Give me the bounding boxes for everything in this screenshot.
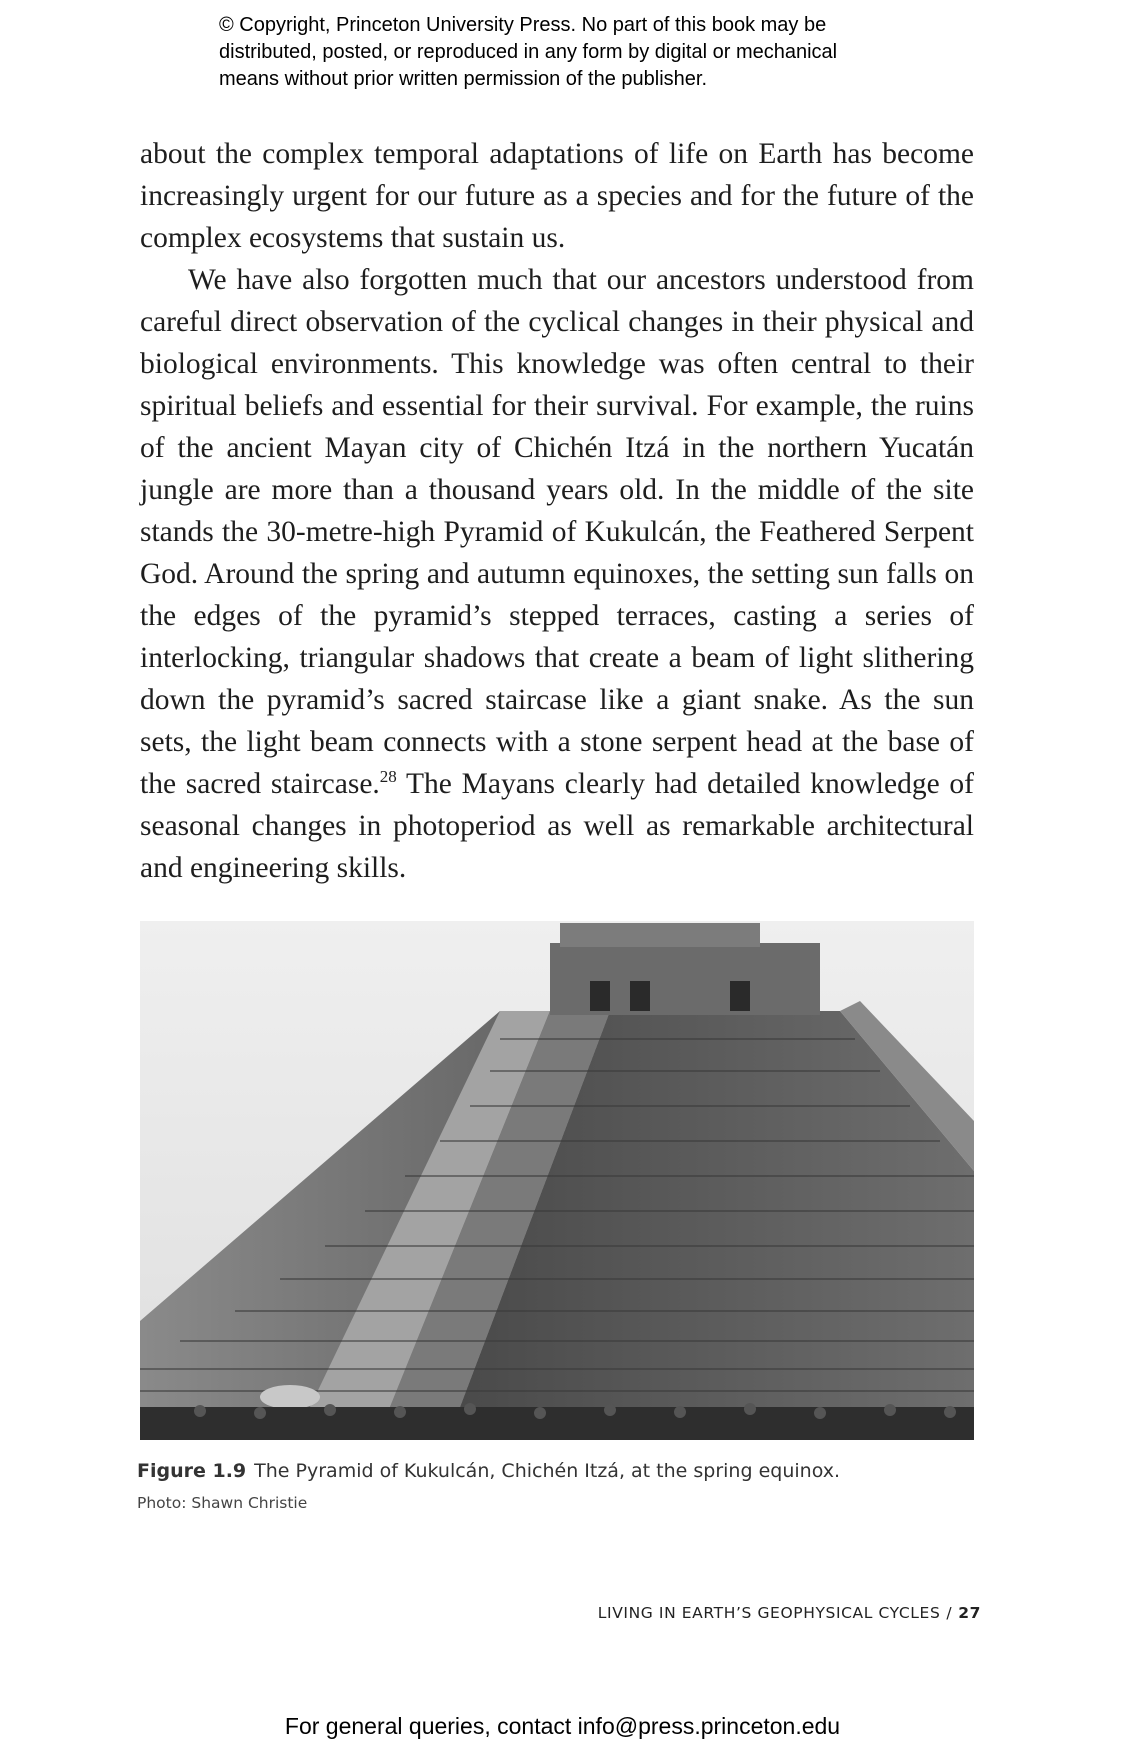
paragraph-2-text-a: We have also forgotten much that our ancestors understood from careful direct observation of the cyclical changes in their physical and biological environments. This knowledge was often central to their spiritual beliefs and essential for their survival. For example, the ruins of the ancient Mayan city of Chichén Itzá in the northern Yucatán jungle are more than a thousand years old. In the middle of the site stands the 30-metre-high Pyramid of Kukulcán, the Feathered Serpent God. Around the spring and autumn equinoxes, the setting sun falls on the edges of the pyramid’s stepped terraces, casting a series of interlocking, triangular shadows that create a beam of light slithering down the pyramid’s sacred staircase like a giant snake. As the sun sets, the light beam connects with a stone serpent head at the base of the sacred staircase. [140, 264, 974, 800]
figure-caption [137, 1460, 997, 1482]
footer-separator: / [946, 1604, 953, 1622]
contact-line: For general queries, contact info@press.princeton.edu [284, 1713, 841, 1739]
caption-text: The Pyramid of Kukulcán, Chichén Itzá, at the spring equinox. [254, 1460, 841, 1482]
copyright-line: means without prior written permission of the publisher. [219, 68, 708, 90]
footnote-reference[interactable]: 28 [379, 767, 397, 787]
body-text [140, 133, 974, 889]
running-title: LIVING IN EARTH’S GEOPHYSICAL CYCLES [597, 1604, 941, 1622]
page-number: 27 [958, 1604, 981, 1622]
running-footer [598, 1604, 981, 1622]
copyright-line: © Copyright, Princeton University Press. No part of this book may be [219, 14, 827, 36]
paragraph-1: about the complex temporal adaptations of life on Earth has become increasingly urgent for our future as a species and for the future of the complex ecosystems that sustain us. [140, 138, 974, 254]
temple-roof [560, 923, 760, 947]
photo-credit: Photo: Shawn Christie [137, 1494, 308, 1512]
paragraph-2-text-b: The Mayans clearly had detailed knowledge of seasonal changes in photoperiod as well as remarkable architectural and engineering skills. [140, 768, 974, 884]
copyright-notice [219, 12, 979, 93]
copyright-line: distributed, posted, or reproduced in any form by digital or mechanical [219, 41, 838, 63]
figure-label: Figure 1.9 [137, 1460, 247, 1482]
pyramid-photo [140, 921, 974, 1440]
paragraph-2 [140, 259, 974, 889]
serpent-head [260, 1385, 320, 1409]
